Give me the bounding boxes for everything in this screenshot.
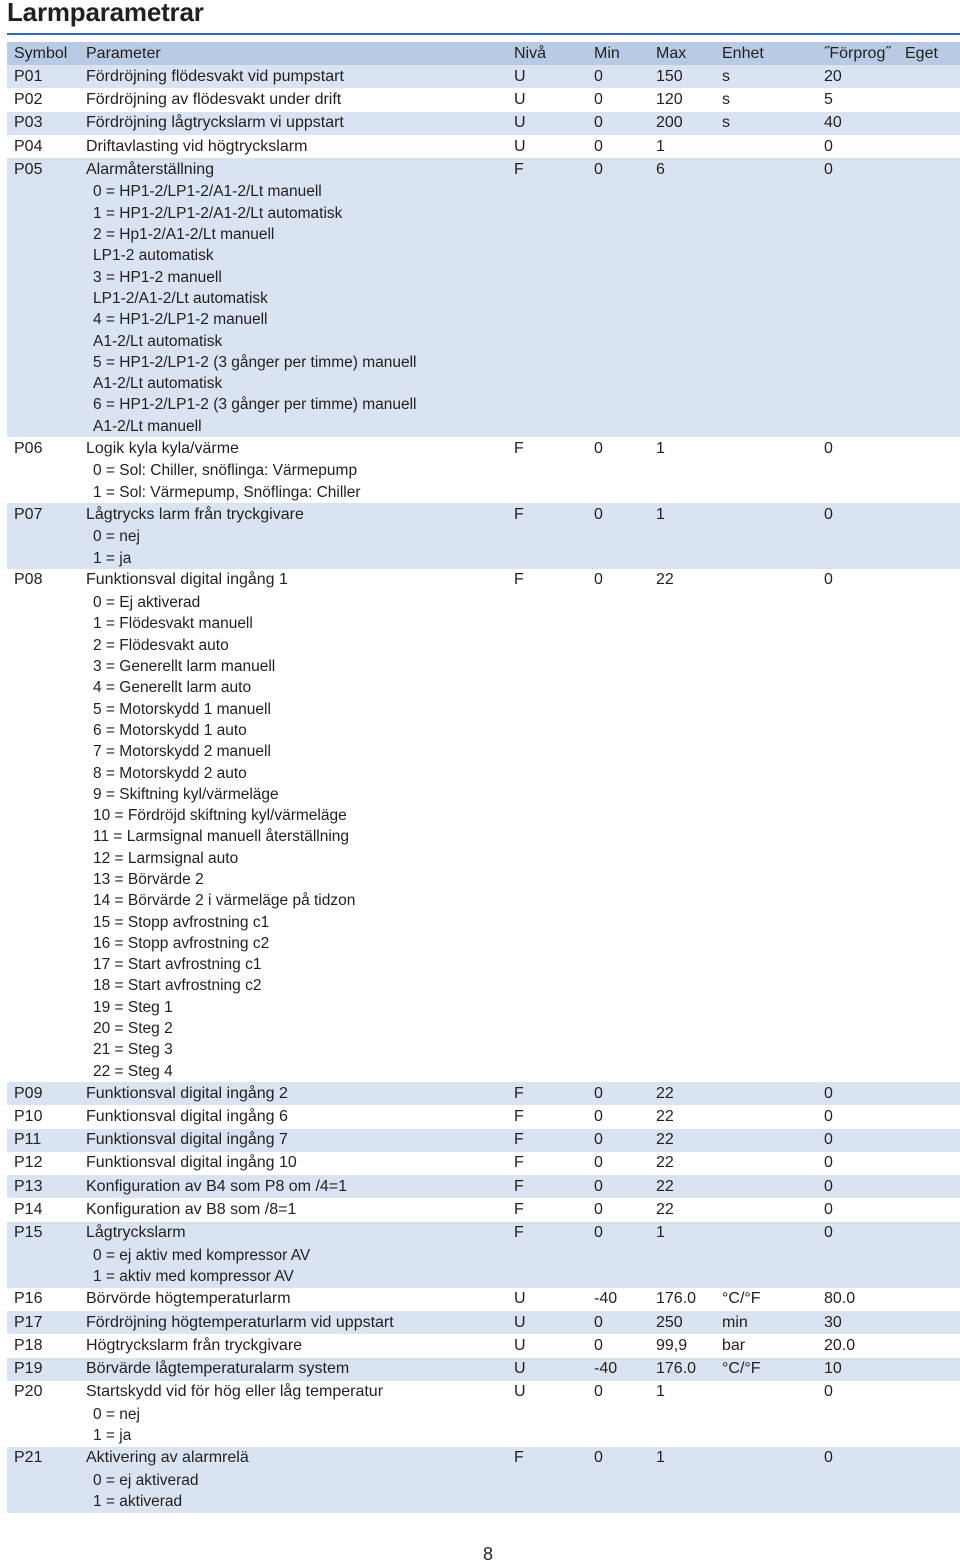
table-row-main xyxy=(7,569,960,592)
row-niva: F xyxy=(514,1201,524,1219)
row-parameter: Aktivering av alarmrelä xyxy=(86,1449,249,1467)
row-min: 0 xyxy=(594,1201,603,1219)
table-row xyxy=(7,1222,960,1288)
row-niva: U xyxy=(514,137,526,155)
row-forprog: 0 xyxy=(824,160,833,178)
option-line: 6 = HP1-2/LP1-2 (3 gånger per timme) manuell xyxy=(93,396,417,414)
table-row-main xyxy=(7,1198,960,1221)
row-parameter: Fördröjning lågtryckslarm vi uppstart xyxy=(86,114,344,132)
row-symbol: P13 xyxy=(14,1177,43,1195)
row-enhet: bar xyxy=(722,1336,746,1354)
row-symbol: P20 xyxy=(14,1383,43,1401)
row-max: 1 xyxy=(656,505,665,523)
row-enhet: s xyxy=(722,114,730,132)
option-line: A1-2/Lt manuell xyxy=(93,417,202,435)
table-row xyxy=(7,1152,960,1175)
row-max: 22 xyxy=(656,1131,674,1149)
table-row xyxy=(7,1381,960,1447)
row-forprog: 20 xyxy=(824,67,842,85)
row-parameter: Börvörde högtemperaturlarm xyxy=(86,1290,291,1308)
option-line: 21 = Steg 3 xyxy=(93,1041,173,1059)
row-max: 22 xyxy=(656,1177,674,1195)
option-line: 0 = Sol: Chiller, snöflinga: Värmepump xyxy=(93,462,358,480)
row-enhet: °C/°F xyxy=(722,1360,761,1378)
row-symbol: P17 xyxy=(14,1313,43,1331)
row-symbol: P03 xyxy=(14,114,43,132)
option-line: 3 = HP1-2 manuell xyxy=(93,268,222,286)
option-line: 19 = Steg 1 xyxy=(93,998,173,1016)
row-niva: F xyxy=(514,439,524,457)
row-min: 0 xyxy=(594,1177,603,1195)
option-line: 1 = HP1-2/LP1-2/A1-2/Lt automatisk xyxy=(93,204,343,222)
table-row xyxy=(7,65,960,88)
row-min: -40 xyxy=(594,1290,618,1308)
option-line: 1 = aktiv med kompressor AV xyxy=(93,1268,294,1286)
table-row-main xyxy=(7,437,960,460)
row-min: 0 xyxy=(594,1084,603,1102)
row-forprog: 20.0 xyxy=(824,1336,856,1354)
table-row xyxy=(7,1105,960,1128)
row-parameter: Börvärde lågtemperaturalarm system xyxy=(86,1360,350,1378)
table-row-main xyxy=(7,1152,960,1175)
row-max: 1 xyxy=(656,1224,665,1242)
row-symbol: P05 xyxy=(14,160,43,178)
row-niva: F xyxy=(514,1084,524,1102)
row-forprog: 0 xyxy=(824,1449,833,1467)
row-symbol: P12 xyxy=(14,1154,43,1172)
row-niva: F xyxy=(514,160,524,178)
table-body xyxy=(7,65,960,1513)
table-row-main xyxy=(7,1447,960,1470)
row-parameter: Funktionsval digital ingång 2 xyxy=(86,1084,288,1102)
page-number: 8 xyxy=(483,1544,494,1564)
row-symbol: P02 xyxy=(14,90,43,108)
row-min: 0 xyxy=(594,1224,603,1242)
row-symbol: P09 xyxy=(14,1084,43,1102)
row-symbol: P04 xyxy=(14,137,43,155)
table-row-main xyxy=(7,1082,960,1105)
row-parameter: Logik kyla kyla/värme xyxy=(86,439,239,457)
option-line: 7 = Motorskydd 2 manuell xyxy=(93,743,271,761)
table-row xyxy=(7,1198,960,1221)
row-max: 1 xyxy=(656,137,665,155)
row-forprog: 0 xyxy=(824,1201,833,1219)
row-parameter: Funktionsval digital ingång 7 xyxy=(86,1131,288,1149)
row-niva: U xyxy=(514,1290,526,1308)
table-row xyxy=(7,503,960,569)
row-symbol: P15 xyxy=(14,1224,43,1242)
table-row xyxy=(7,88,960,111)
row-parameter: Startskydd vid för hög eller låg temperatur xyxy=(86,1383,384,1401)
table-row xyxy=(7,1358,960,1381)
table-row-main xyxy=(7,1288,960,1311)
row-niva: F xyxy=(514,1449,524,1467)
option-line: 0 = Ej aktiverad xyxy=(93,594,201,612)
row-max: 176.0 xyxy=(656,1290,697,1308)
row-symbol: P10 xyxy=(14,1107,43,1125)
row-niva: F xyxy=(514,1107,524,1125)
table-row-main xyxy=(7,158,960,181)
row-forprog: 10 xyxy=(824,1360,842,1378)
row-symbol: P21 xyxy=(14,1449,43,1467)
row-min: 0 xyxy=(594,1449,603,1467)
table-row-main xyxy=(7,1105,960,1128)
row-niva: F xyxy=(514,1154,524,1172)
row-min: 0 xyxy=(594,1336,603,1354)
row-symbol: P08 xyxy=(14,571,43,589)
row-parameter: Driftavlasting vid högtryckslarm xyxy=(86,137,308,155)
option-line: 18 = Start avfrostning c2 xyxy=(93,977,262,995)
option-line: 10 = Fördröjd skiftning kyl/värmeläge xyxy=(93,807,347,825)
row-niva: U xyxy=(514,67,526,85)
row-niva: F xyxy=(514,505,524,523)
row-max: 22 xyxy=(656,571,674,589)
row-forprog: 40 xyxy=(824,114,842,132)
row-forprog: 30 xyxy=(824,1313,842,1331)
row-min: 0 xyxy=(594,67,603,85)
row-parameter: Fördröjning av flödesvakt under drift xyxy=(86,90,342,108)
row-min: 0 xyxy=(594,1131,603,1149)
row-min: 0 xyxy=(594,439,603,457)
row-min: 0 xyxy=(594,137,603,155)
row-parameter: Konfiguration av B8 som /8=1 xyxy=(86,1201,297,1219)
table-row-main xyxy=(7,1334,960,1357)
option-line: 5 = Motorskydd 1 manuell xyxy=(93,700,271,718)
page-title: Larmparametrar xyxy=(7,0,204,27)
table-row-main xyxy=(7,1358,960,1381)
row-forprog: 5 xyxy=(824,90,833,108)
row-max: 1 xyxy=(656,1383,665,1401)
row-parameter: Fördröjning högtemperaturlarm vid uppstart xyxy=(86,1313,394,1331)
row-niva: U xyxy=(514,1313,526,1331)
table-row xyxy=(7,1334,960,1357)
row-min: -40 xyxy=(594,1360,618,1378)
option-line: 11 = Larmsignal manuell återställning xyxy=(93,828,350,846)
table-row xyxy=(7,1288,960,1311)
header-eget: Eget xyxy=(905,44,938,62)
option-line: 1 = Flödesvakt manuell xyxy=(93,615,253,633)
row-forprog: 80.0 xyxy=(824,1290,856,1308)
table-row-main xyxy=(7,1381,960,1404)
option-line: 0 = HP1-2/LP1-2/A1-2/Lt manuell xyxy=(93,183,322,201)
row-forprog: 0 xyxy=(824,571,833,589)
table-row xyxy=(7,158,960,437)
table-row xyxy=(7,112,960,135)
header-parameter: Parameter xyxy=(86,44,161,62)
row-parameter: Lågtryckslarm xyxy=(86,1224,186,1242)
row-max: 22 xyxy=(656,1201,674,1219)
row-forprog: 0 xyxy=(824,1224,833,1242)
row-parameter: Lågtrycks larm från tryckgivare xyxy=(86,505,304,523)
option-line: 0 = nej xyxy=(93,1406,140,1424)
row-symbol: P14 xyxy=(14,1201,43,1219)
option-line: 8 = Motorskydd 2 auto xyxy=(93,764,247,782)
option-line: 14 = Börvärde 2 i värmeläge på tidzon xyxy=(93,892,356,910)
table-row xyxy=(7,1447,960,1513)
option-line: 13 = Börvärde 2 xyxy=(93,870,204,888)
table-row-main xyxy=(7,1222,960,1245)
table-row xyxy=(7,1311,960,1334)
table-row-main xyxy=(7,88,960,111)
row-symbol: P19 xyxy=(14,1360,43,1378)
table-row xyxy=(7,569,960,1082)
row-max: 176.0 xyxy=(656,1360,697,1378)
row-forprog: 0 xyxy=(824,137,833,155)
row-forprog: 0 xyxy=(824,1154,833,1172)
row-symbol: P16 xyxy=(14,1290,43,1308)
row-min: 0 xyxy=(594,505,603,523)
row-enhet: s xyxy=(722,90,730,108)
row-enhet: min xyxy=(722,1313,748,1331)
table-row xyxy=(7,1175,960,1198)
option-line: 0 = ej aktiverad xyxy=(93,1472,199,1489)
table-row xyxy=(7,1082,960,1105)
option-line: 1 = ja xyxy=(93,1427,132,1445)
option-line: 2 = Hp1-2/A1-2/Lt manuell xyxy=(93,226,275,244)
option-line: LP1-2 automatisk xyxy=(93,247,214,265)
table-row-main xyxy=(7,135,960,158)
row-niva: U xyxy=(514,1360,526,1378)
option-line: A1-2/Lt automatisk xyxy=(93,375,223,393)
option-line: 15 = Stopp avfrostning c1 xyxy=(93,913,270,931)
row-forprog: 0 xyxy=(824,1177,833,1195)
row-symbol: P01 xyxy=(14,67,43,85)
option-line: 20 = Steg 2 xyxy=(93,1020,173,1038)
table-row-main xyxy=(7,1175,960,1198)
row-symbol: P11 xyxy=(14,1131,42,1149)
row-niva: F xyxy=(514,1177,524,1195)
row-max: 1 xyxy=(656,1449,665,1467)
row-niva: F xyxy=(514,1224,524,1242)
row-parameter: Funktionsval digital ingång 10 xyxy=(86,1154,297,1172)
row-enhet: °C/°F xyxy=(722,1290,761,1308)
option-line: A1-2/Lt automatisk xyxy=(93,332,223,350)
row-symbol: P06 xyxy=(14,439,43,457)
row-max: 99,9 xyxy=(656,1336,688,1354)
row-max: 120 xyxy=(656,90,683,108)
row-niva: U xyxy=(514,1336,526,1354)
row-forprog: 0 xyxy=(824,439,833,457)
row-min: 0 xyxy=(594,1313,603,1331)
row-max: 1 xyxy=(656,439,665,457)
alarm-parameter-table xyxy=(7,42,960,1513)
table-row xyxy=(7,437,960,503)
row-niva: F xyxy=(514,1131,524,1149)
row-min: 0 xyxy=(594,571,603,589)
table-row-main xyxy=(7,1129,960,1152)
option-line: 6 = Motorskydd 1 auto xyxy=(93,721,247,739)
row-parameter: Konfiguration av B4 som P8 om /4=1 xyxy=(86,1177,348,1195)
header-max: Max xyxy=(656,44,687,62)
row-symbol: P18 xyxy=(14,1336,43,1354)
table-row-main xyxy=(7,65,960,88)
row-niva: U xyxy=(514,90,526,108)
row-max: 6 xyxy=(656,160,665,178)
row-min: 0 xyxy=(594,1107,603,1125)
table-row xyxy=(7,1129,960,1152)
row-niva: U xyxy=(514,114,526,132)
option-line: 12 = Larmsignal auto xyxy=(93,849,239,867)
title-rule xyxy=(7,33,960,35)
option-line: 0 = nej xyxy=(93,528,140,546)
row-forprog: 0 xyxy=(824,1084,833,1102)
row-niva: F xyxy=(514,571,524,589)
option-line: 1 = aktiverad xyxy=(93,1493,183,1511)
row-min: 0 xyxy=(594,114,603,132)
row-forprog: 0 xyxy=(824,505,833,523)
row-parameter: Funktionsval digital ingång 1 xyxy=(86,571,288,589)
row-enhet: s xyxy=(722,67,730,85)
row-min: 0 xyxy=(594,90,603,108)
table-row-main xyxy=(7,503,960,526)
option-line: 4 = HP1-2/LP1-2 manuell xyxy=(93,311,268,329)
option-line: 22 = Steg 4 xyxy=(93,1062,173,1080)
row-symbol: P07 xyxy=(14,505,43,523)
row-min: 0 xyxy=(594,1383,603,1401)
table-header xyxy=(7,42,960,65)
header-forprog: ˝Förprog˝ xyxy=(824,44,891,62)
option-line: 16 = Stopp avfrostning c2 xyxy=(93,934,270,952)
row-parameter: Fördröjning flödesvakt vid pumpstart xyxy=(86,67,344,85)
option-line: 17 = Start avfrostning c1 xyxy=(93,956,262,974)
row-forprog: 0 xyxy=(824,1131,833,1149)
option-line: 1 = Sol: Värmepump, Snöflinga: Chiller xyxy=(93,483,361,501)
row-forprog: 0 xyxy=(824,1383,833,1401)
row-max: 250 xyxy=(656,1313,683,1331)
option-line: 2 = Flödesvakt auto xyxy=(93,636,229,654)
row-max: 22 xyxy=(656,1154,674,1172)
row-min: 0 xyxy=(594,160,603,178)
row-max: 22 xyxy=(656,1107,674,1125)
option-line: 4 = Generellt larm auto xyxy=(93,679,252,697)
option-line: 1 = ja xyxy=(93,549,132,567)
option-line: LP1-2/A1-2/Lt automatisk xyxy=(93,289,268,307)
row-min: 0 xyxy=(594,1154,603,1172)
header-enhet: Enhet xyxy=(722,44,764,62)
row-forprog: 0 xyxy=(824,1107,833,1125)
header-niva: Nivå xyxy=(514,44,547,62)
table-row xyxy=(7,135,960,158)
header-symbol: Symbol xyxy=(14,44,68,62)
table-row-main xyxy=(7,1311,960,1334)
row-max: 150 xyxy=(656,67,683,85)
row-max: 200 xyxy=(656,114,683,132)
header-min: Min xyxy=(594,44,620,62)
row-niva: U xyxy=(514,1383,526,1401)
row-parameter: Alarmåterställning xyxy=(86,160,215,178)
option-line: 9 = Skiftning kyl/värmeläge xyxy=(93,785,279,803)
row-parameter: Högtryckslarm från tryckgivare xyxy=(86,1336,303,1354)
option-line: 3 = Generellt larm manuell xyxy=(93,658,276,676)
option-line: 5 = HP1-2/LP1-2 (3 gånger per timme) manuell xyxy=(93,353,417,371)
row-max: 22 xyxy=(656,1084,674,1102)
row-parameter: Funktionsval digital ingång 6 xyxy=(86,1107,288,1125)
option-line: 0 = ej aktiv med kompressor AV xyxy=(93,1247,311,1265)
table-row-main xyxy=(7,112,960,135)
